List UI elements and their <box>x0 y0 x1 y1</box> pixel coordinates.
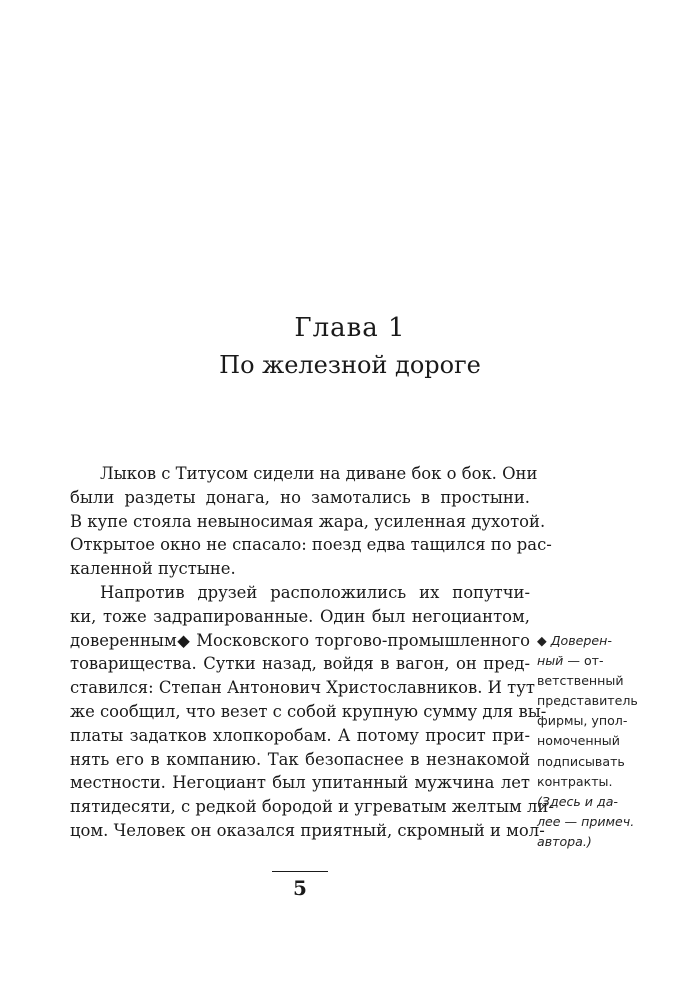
sidenote-line: автора.) <box>537 833 592 849</box>
body-line: товарищества. Сутки назад, войдя в вагон, он пред- <box>70 654 530 674</box>
sidenote <box>537 631 655 852</box>
sidenote-line: контракты. <box>537 773 613 789</box>
body-line: В купе стояла невыносимая жара, усиленная духотой. <box>70 511 546 531</box>
sidenote-term: Доверен- <box>550 633 612 648</box>
body-line: каленной пустыне. <box>70 559 236 579</box>
body-line: доверенным◆ Московского торгово-промышленного <box>70 630 530 650</box>
body-line: Открытое окно не спасало: поезд едва тащился по рас- <box>70 535 552 555</box>
body-line: Лыков с Титусом сидели на диване бок о бок. Они <box>100 464 538 483</box>
sidenote-line: фирмы, упол- <box>537 713 628 729</box>
page-number: 5 <box>293 876 307 900</box>
body-line: ставился: Степан Антонович Христославников. И тут <box>70 678 535 698</box>
sidenote-line: представитель <box>537 693 638 709</box>
sidenote-line: номоченный <box>537 733 620 749</box>
sidenote-term: ный <box>537 653 564 669</box>
sidenote-line: лее — примеч. <box>537 813 635 829</box>
body-line: цом. Человек он оказался приятный, скромный и мол- <box>70 820 545 840</box>
body-line: же сообщил, что везет с собой крупную сумму для вы- <box>70 701 547 721</box>
page-number-rule <box>272 871 328 872</box>
body-line: платы задатков хлопкоробам. А потому просит при- <box>70 725 530 745</box>
body-line: пятидесяти, с редкой бородой и угреватым желтым ли- <box>70 797 554 817</box>
sidenote-line: (Здесь и да- <box>537 793 618 809</box>
chapter-number: Глава 1 <box>294 313 406 343</box>
body-line: ки, тоже задрапированные. Один был негоциантом, <box>70 606 530 626</box>
body-line: нять его в компанию. Так безопаснее в незнакомой <box>70 749 530 769</box>
body-line: местности. Негоциант был упитанный мужчина лет <box>70 773 530 793</box>
sidenote-line: подписывать <box>537 753 625 769</box>
body-line: были раздеты донага, но замотались в простыни. <box>70 487 530 507</box>
chapter-title: По железной дороге <box>219 351 481 379</box>
body-text <box>70 462 554 843</box>
sidenote-line: ный — от- <box>537 653 604 669</box>
sidenote-line: ◆ Доверен- <box>537 633 612 648</box>
sidenote-line: ветственный <box>537 673 624 689</box>
body-line: Напротив друзей расположились их попутчи- <box>100 582 530 602</box>
